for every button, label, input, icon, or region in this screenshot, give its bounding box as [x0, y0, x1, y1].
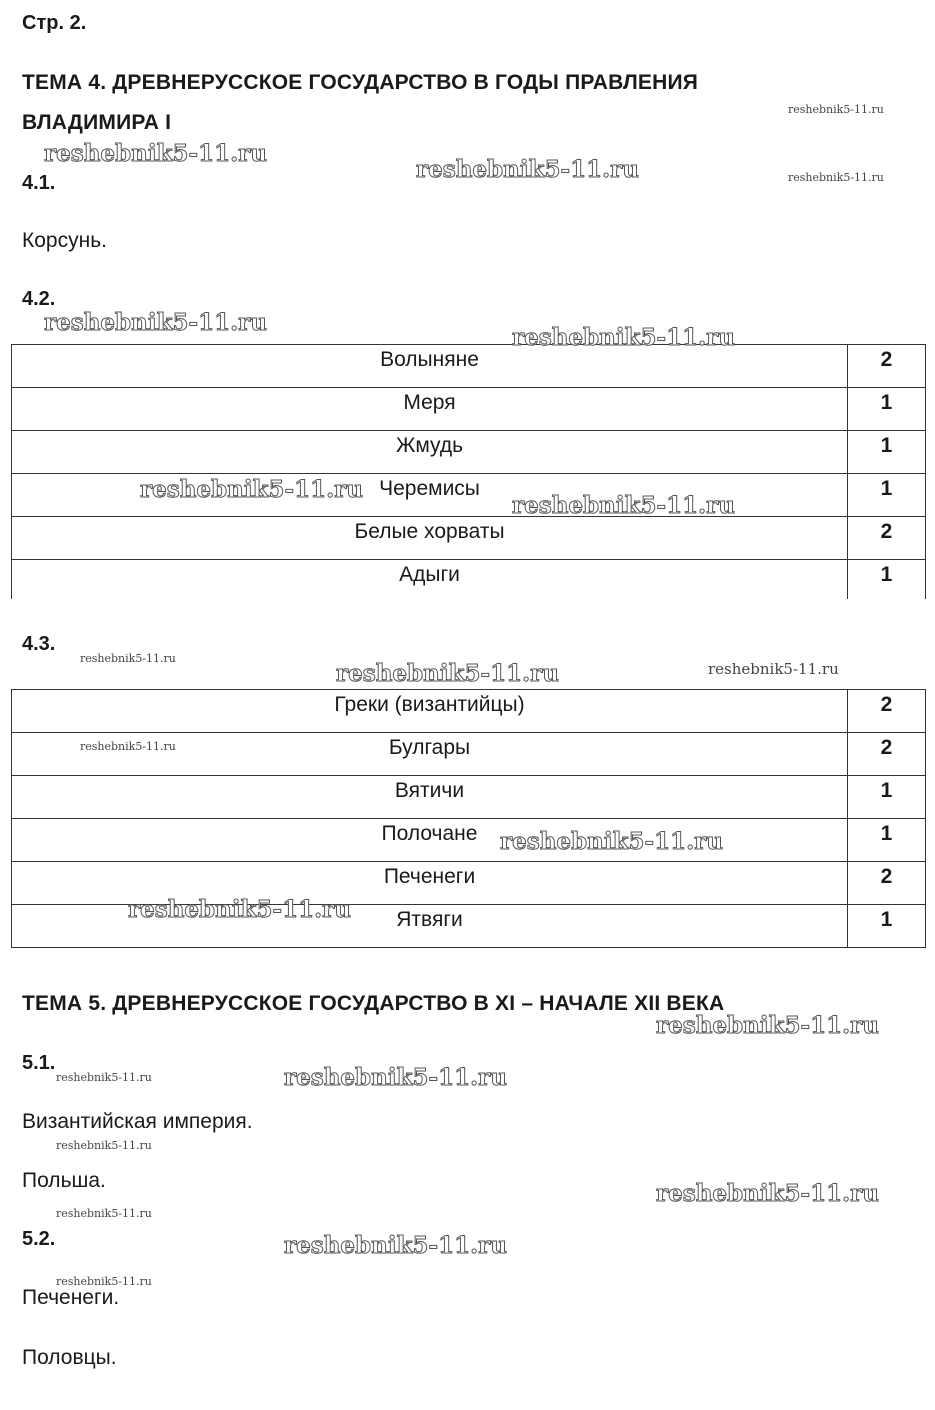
people-name: Печенеги [12, 862, 848, 905]
people-score: 1 [848, 776, 926, 819]
question-5-2-number: 5.2. [22, 1228, 56, 1250]
table-row [12, 431, 926, 474]
watermark: reshebnik5-11.ru [284, 1064, 507, 1091]
tribe-score: 1 [848, 431, 926, 474]
question-5-1-number: 5.1. [22, 1052, 56, 1074]
people-score: 2 [848, 733, 926, 776]
table-row [12, 733, 926, 776]
people-score: 1 [848, 819, 926, 862]
people-score: 1 [848, 905, 926, 948]
watermark: reshebnik5-11.ru [140, 476, 363, 503]
tribe-score: 1 [848, 474, 926, 517]
table-row [12, 388, 926, 431]
tribe-name: Адыги [12, 560, 848, 600]
watermark: reshebnik5-11.ru [44, 140, 267, 167]
people-name: Булгары [12, 733, 848, 776]
question-4-2-number: 4.2. [22, 288, 56, 310]
question-5-1-answer-2: Польша. [22, 1169, 106, 1192]
watermark: reshebnik5-11.ru [788, 103, 884, 116]
watermark: reshebnik5-11.ru [500, 828, 723, 855]
table-row [12, 690, 926, 733]
topic4-title-line1: ТЕМА 4. ДРЕВНЕРУССКОЕ ГОСУДАРСТВО В ГОДЫ ПРАВЛЕНИЯ [22, 71, 699, 94]
tribe-score: 2 [848, 517, 926, 560]
watermark: reshebnik5-11.ru [56, 1275, 152, 1288]
watermark: reshebnik5-11.ru [512, 492, 735, 519]
watermark: reshebnik5-11.ru [128, 896, 351, 923]
tribe-score: 1 [848, 560, 926, 600]
answer-table-4-2 [11, 344, 926, 599]
table-row [12, 517, 926, 560]
table-row [12, 776, 926, 819]
watermark: reshebnik5-11.ru [284, 1232, 507, 1259]
watermark: reshebnik5-11.ru [336, 660, 559, 687]
question-5-1-answer-1: Византийская империя. [22, 1110, 253, 1133]
tribe-name: Белые хорваты [12, 517, 848, 560]
watermark: reshebnik5-11.ru [512, 324, 735, 351]
question-4-3-number: 4.3. [22, 633, 56, 655]
question-4-1-answer: Корсунь. [22, 229, 107, 252]
topic4-title-line2: ВЛАДИМИРА I [22, 111, 172, 134]
watermark: reshebnik5-11.ru [56, 1207, 152, 1220]
table-row [12, 560, 926, 600]
question-5-2-answer-1: Печенеги. [22, 1286, 120, 1309]
tribe-name: Жмудь [12, 431, 848, 474]
watermark: reshebnik5-11.ru [416, 156, 639, 183]
watermark: reshebnik5-11.ru [708, 660, 839, 678]
tribe-score: 2 [848, 345, 926, 388]
watermark: reshebnik5-11.ru [80, 740, 176, 753]
table-row [12, 345, 926, 388]
table-row [12, 819, 926, 862]
page-label: Стр. 2. [22, 12, 87, 34]
topic5-title: ТЕМА 5. ДРЕВНЕРУССКОЕ ГОСУДАРСТВО В XI – НАЧАЛЕ XII ВЕКА [22, 992, 725, 1015]
tribe-score: 1 [848, 388, 926, 431]
watermark: reshebnik5-11.ru [656, 1012, 879, 1039]
watermark: reshebnik5-11.ru [56, 1071, 152, 1084]
people-score: 2 [848, 690, 926, 733]
tribe-name: Волыняне [12, 345, 848, 388]
people-score: 2 [848, 862, 926, 905]
tribe-name: Черемисы [12, 474, 848, 517]
people-name: Полочане [12, 819, 848, 862]
question-5-2-answer-2: Половцы. [22, 1346, 117, 1369]
people-name: Вятичи [12, 776, 848, 819]
watermark: reshebnik5-11.ru [44, 309, 267, 336]
people-name: Греки (византийцы) [12, 690, 848, 733]
watermark: reshebnik5-11.ru [80, 652, 176, 665]
tribe-name: Меря [12, 388, 848, 431]
question-4-1-number: 4.1. [22, 172, 56, 194]
watermark: reshebnik5-11.ru [656, 1180, 879, 1207]
people-name: Ятвяги [12, 905, 848, 948]
watermark: reshebnik5-11.ru [56, 1139, 152, 1152]
watermark: reshebnik5-11.ru [788, 171, 884, 184]
